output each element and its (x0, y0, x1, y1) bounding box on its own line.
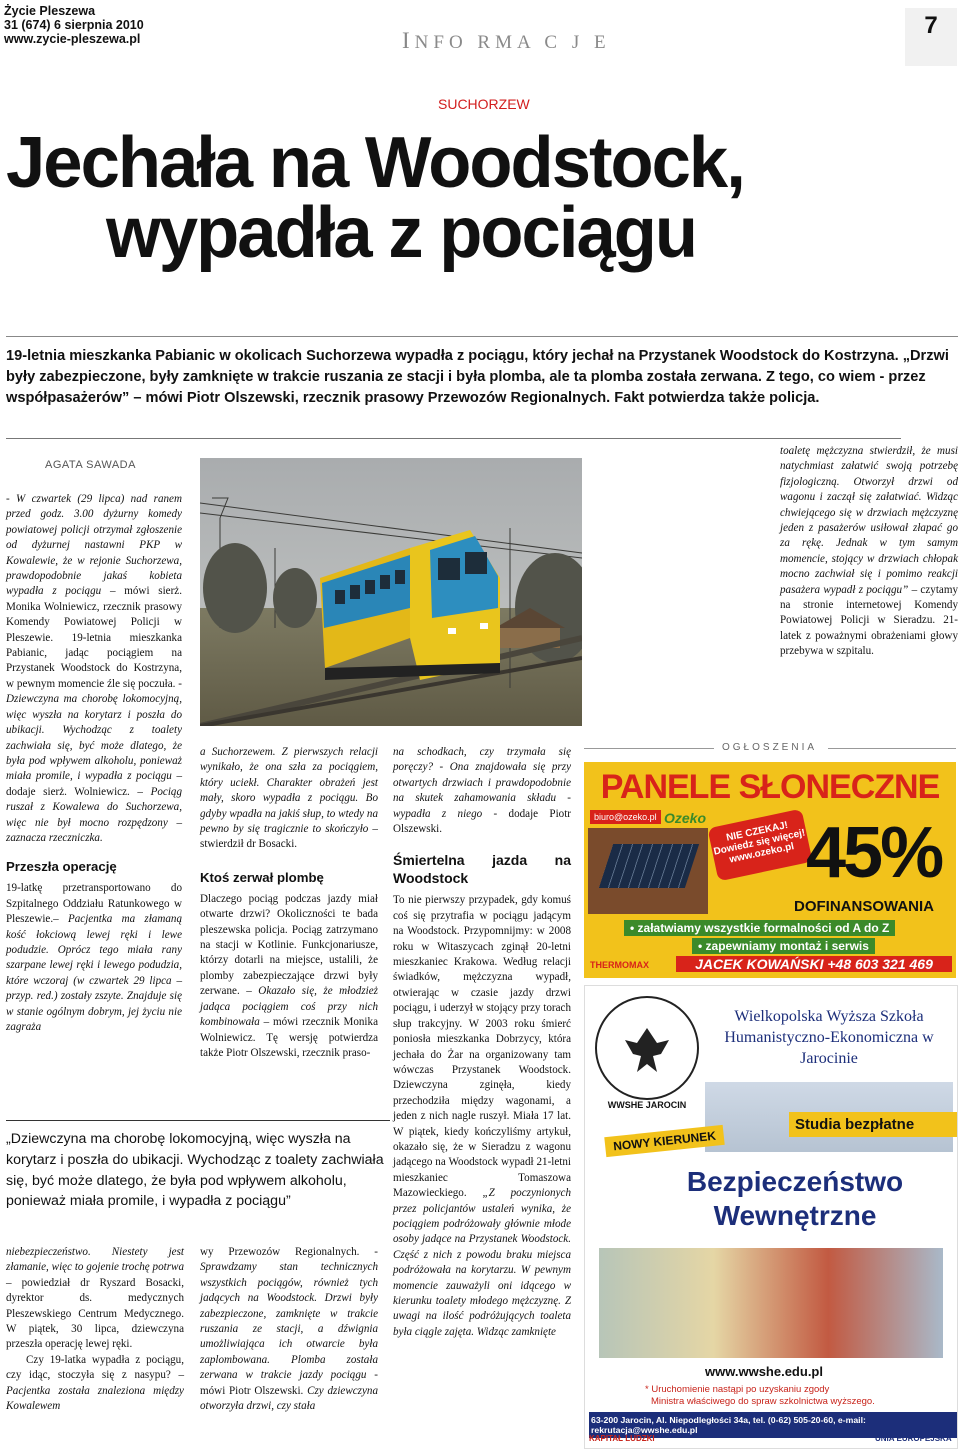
section-label-initial: I (402, 28, 415, 53)
col1b-text-rest: – powiedział dr Ryszard Bosacki, dyrektor ds. medycznych Pleszewskiego Centrum Medycznego. W piątek, 30 lipca, dziewczyna przeszła operację lewej ręki. (6, 1276, 184, 1351)
solar-ad-brand: Ozeko (664, 810, 707, 826)
university-ad[interactable] (584, 985, 958, 1449)
solar-ad-line2: • zapewniamy montaż i serwis (692, 938, 875, 954)
solar-ad-percent: 45% (806, 813, 942, 893)
course-title-1: Bezpieczeństwo (686, 1166, 904, 1197)
solar-ad-line1: • załatwiamy wszystkie formalności od A do Z (624, 920, 895, 936)
pull-quote: „Dziewczyna ma chorobę lokomocyjną, więc wyszła na korytarz i poszła do ubikacji. Wychodząc z toalety zachwiała się, być może dlatego, że była pod wpływem alkoholu, ponieważ miała promile, i wypadła z pociągu” (6, 1131, 384, 1210)
col2b-text: wy Przewozów Regionalnych. (200, 1246, 375, 1258)
solar-ad-star: NIE CZEKAJ! Dowiedz się więcej! www.ozeko.pl (707, 809, 812, 882)
col1-quote-rest: – dodaje sierż. Wolniewicz. (6, 770, 182, 798)
university-url[interactable]: www.wwshe.edu.pl (705, 1364, 823, 1379)
col3-sub-text: To nie pierwszy przypadek, gdy komuś coś się przytrafia w pociągu jadącym na Woodstock. Przypomnijmy: w 2008 roku w Witaszycach zginął 20-letni mieszkaniec Krakowa. Według relacji świadków, mężczyzna wypadł, otwierając w czasie jazdy drzwi pociągu, i uderzył w stojący przy torach słup trakcyjny. W 2003 roku śmierć poniosła mieszkanka Dobrzycy, która jechała do Żar na organizowany tam wówczas Przystanek Woodstock. Dziewczyna zginęła, kiedy przechodziła między wagonami, a jeden z nich nagle ruszył. Miała 17 lat. W piątek, kiedy kończyliśmy artykuł, okazało się, że w Sieradzu z wagonu jadącego na Woodstock wypadł 21-letni mieszkaniec Tomaszowa Mazowieckiego. (393, 894, 571, 1200)
col1-intro-rest: – mówi sierż. Monika Wolniewicz, rzecznik prasowy Komendy Powiatowej Policji w Pleszewie. 19-letnia mieszkanka Pabianic, jadąc pociągiem na Przystanek Woodstock do Kostrzyna, w pewnym momencie źle się poczuła. (6, 585, 183, 690)
capital-fund-logo: KAPITAŁ LUDZKI (589, 1434, 655, 1443)
col1-intro: - W czwartek (29 lipca) nad ranem przed godz. 3.00 dyżurny komedy powiatowej policji otrzymał zgłoszenie od dyżurnej nastawni PKP w Kowalewie, że w rejonie Suchorzewa, prawdopodobnie jakaś kobieta wypadła z pociągu (6, 493, 182, 598)
solar-ad-title: PANELE SŁONECZNE (600, 768, 940, 806)
column-1 (6, 492, 182, 1035)
lead-rule (6, 438, 901, 439)
byline: AGATA SAWADA (45, 459, 136, 471)
solar-ad-sub: DOFINANSOWANIA (794, 898, 934, 915)
subhead-seal: Ktoś zerwał plombę (200, 869, 324, 885)
headline-line-2: wypadła z pociągu (105, 193, 697, 273)
university-note-1: * Uruchomienie nastąpi po uzyskaniu zgody (645, 1384, 830, 1395)
col2-text-rest: – stwierdził dr Bosacki. (200, 823, 378, 851)
col1-quote: - Dziewczyna ma chorobę lokomocyjną, więc wyszła na korytarz i poszła do ubikacji. Wychodząc z toalety zachwiała się, być może dlatego, że była pod wpływem alkoholu, ponieważ miała promile, i wypadła z pociągu (6, 677, 182, 783)
course-title-2: Wewnętrzne (713, 1200, 877, 1231)
col1b-text: niebezpieczeństwo. Niestety jest złamanie, więc to gojenie trochę potrwa (6, 1246, 184, 1274)
paper-url[interactable]: www.zycie-pleszewa.pl (4, 32, 141, 46)
solar-panel-ad[interactable] (584, 762, 956, 978)
university-seal (595, 996, 699, 1100)
section-label (402, 28, 611, 54)
column-2 (200, 745, 378, 1061)
col1b-para2: Czy 19-latka wypadła z pociągu, czy idąc, stoczyła się z nasypu? (6, 1353, 184, 1382)
free-studies-badge: Studia bezpłatne (789, 1112, 958, 1137)
university-name: Wielkopolska Wyższa Szkoła Humanistyczno-Ekonomiczna w Jarocinie (724, 1008, 934, 1067)
kicker: SUCHORZEW (438, 96, 530, 112)
col2b-rest: - mówi Piotr Olszewski. (200, 1369, 378, 1397)
solar-ad-maker: THERMOMAX (590, 960, 649, 970)
col2b-tail: Czy dziewczyna otworzyła drzwi, czy stała (200, 1384, 378, 1413)
headline-line-1: Jechała na Woodstock, (6, 123, 744, 203)
ad-rule-left (584, 748, 714, 749)
ad-rule-right (828, 748, 956, 749)
section-label-rest: NFO RMA C J E (414, 32, 611, 53)
col1-tail: – Pociąg ruszał z Kowalewa do Suchorzewa, więc nie był mocno rozpędzony – zaznacza rzeczniczka. (6, 785, 182, 844)
col4-text-rest: – czytamy na stronie internetowej Komendy Powiatowej Policji w Sieradzu. 21-latek z poważnymi obrażeniami głowy przebywa w szpitalu. (780, 583, 958, 658)
col2b-italic: - Sprawdzamy stan technicznych wszystkich pociągów, również tych jadących na Woodstock. Drzwi były zabezpieczone, zamknięte w trakcie ruszania ze stacji, a dźwignia umożliwiająca ich otwarcie była zaplombowana. Plomba została zerwana w trakcie jazdy pociągu (200, 1246, 378, 1382)
paper-name: Życie Pleszewa (4, 4, 96, 18)
col3-text-rest: - dodaje Piotr Olszewski. (393, 807, 571, 836)
column-2-continued (200, 1245, 378, 1414)
headline-rule (6, 336, 958, 337)
col2-text: a Suchorzewem. Z pierwszych relacji wynikało, że ona szła za pociągiem, który uciekł. Charakter obrażeń jest mały, skoro wypadła z pociągu. Bo gdyby wpadła na jakiś słup, to wtedy na pewno by się tragicznie to skończyło (200, 746, 378, 836)
ad-section-label: OGŁOSZENIA (722, 742, 818, 753)
col3-sub-italic: „Z poczynionych przez policjantów ustaleń wynika, że pociągiem podróżowały głównie młode osoby jadące na Przystanek Woodstock. Część z nich z powodu braku miejsca podróżowała na korytarzu. W pewnym momencie zauważyli oni idącego w kierunku toalety młodego mężczyznę. Z uwagi na ilość podróżujących toaleta była ciągle zajęta. Widząc zamknięte (393, 1187, 571, 1338)
col2-sub-text: Dlaczego pociąg podczas jazdy miał otwarte drzwi? Okoliczności te bada pleszewska policja. Pociąg zatrzymano na stacji w Kotlinie. Funkcjonariusze, którzy dotarli na miejsce, ustalili, że plomby zabezpieczające drzwi były zerwane. (200, 892, 378, 998)
col1-sub-italic: – Pacjentka ma złamaną kość łokciową lewej ręki i lewe podudzie. Oprócz tego miała rany szarpane lewej ręki i lewego podudzia, które wczoraj (w czwartek 29 lipca – przyp. red.) zostały zszyte. Znajduje się w stanie ogólnym dobrym, jej życiu nie zagraża (6, 913, 182, 1033)
eagle-icon (597, 998, 697, 1098)
page-number: 7 (905, 8, 957, 66)
solar-panel-array (599, 844, 699, 888)
column-3 (393, 745, 571, 1340)
new-course-badge: NOWY KIERUNEK (604, 1125, 725, 1157)
subhead-operation: Przeszła operację (6, 859, 117, 875)
rescue-photo (599, 1248, 943, 1358)
headline (6, 123, 937, 273)
col2-sub-rest: – mówi rzecznik Monika Wolniewicz. Tę wersję potwierdza także Piotr Olszewski, rzecznik praso- (200, 1016, 378, 1059)
column-1-continued (6, 1245, 184, 1414)
eu-logo: UNIA EUROPEJSKA (875, 1434, 952, 1443)
solar-ad-email[interactable]: biuro@ozeko.pl (590, 810, 661, 824)
issue-info: 31 (674) 6 sierpnia 2010 (4, 18, 144, 32)
col1b-para2-italic: – Pacjentka została znaleziona między Kowalewem (6, 1369, 184, 1413)
lead-paragraph: 19-letnia mieszkanka Pabianic w okolicach Suchorzewa wypadła z pociągu, który jechał na Przystanek Woodstock do Kostrzyna. „Drzwi były zabezpieczone, były zamknięte w trakcie ruszania ze stacji i była plomba, ale ta plomba została zerwana. Z tego, co wiem - przez współpasażerów” – mówi Piotr Olszewski, rzecznik prasowy Przewozów Regionalnych. Fakt potwierdza także policja. (6, 348, 949, 406)
column-4 (780, 444, 958, 660)
subhead-fatal: Śmiertelna jazda na Woodstock (393, 852, 571, 887)
university-seal-text: WWSHE JAROCIN (607, 1100, 687, 1110)
col1-sub-text: 19-latkę przetransportowano do Szpitalnego Oddziału Ratunkowego w Pleszewie. (6, 882, 182, 926)
solar-roof-image (588, 828, 708, 914)
pull-quote-rule (6, 1120, 390, 1121)
col3-text: na schodkach, czy trzymała się poręczy? - Ona znajdowała się przy otwartych drzwiach i prawdopodobnie na skutek zahamowania składu - wypadła z niego (393, 746, 571, 820)
train-photo (200, 458, 582, 726)
university-note-2: Ministra właściwego do spraw szkolnictwa wyższego. (651, 1396, 875, 1407)
masthead (4, 4, 144, 46)
university-address: 63-200 Jarocin, Al. Niepodległości 34a, tel. (0-62) 505-20-60, e-mail: rekrutacja@wwshe.edu.pl (589, 1412, 957, 1438)
train-photo-image (200, 458, 582, 726)
col2-sub-italic: – Okazało się, że młodzież jadąca pociągiem coś przy nich kombinowała (200, 985, 378, 1029)
solar-ad-contact[interactable]: JACEK KOWAŃSKI +48 603 321 469 (676, 956, 952, 972)
col4-text: toaletę mężczyzna stwierdził, że musi natychmiast załatwić swoją potrzebę fizjologiczną. Otworzył drzwi od wagonu i zaczął się załatwiać. Widząc chwiejącego się w drzwiach mężczyznę jeden z pasażerów usiłował złapać go za rękę. Jednak w tym samym momencie, stojący w drzwiach chłopak mocno zachwiał się i pomimo reakcji pasażera wypadł z pociągu” (780, 445, 958, 596)
